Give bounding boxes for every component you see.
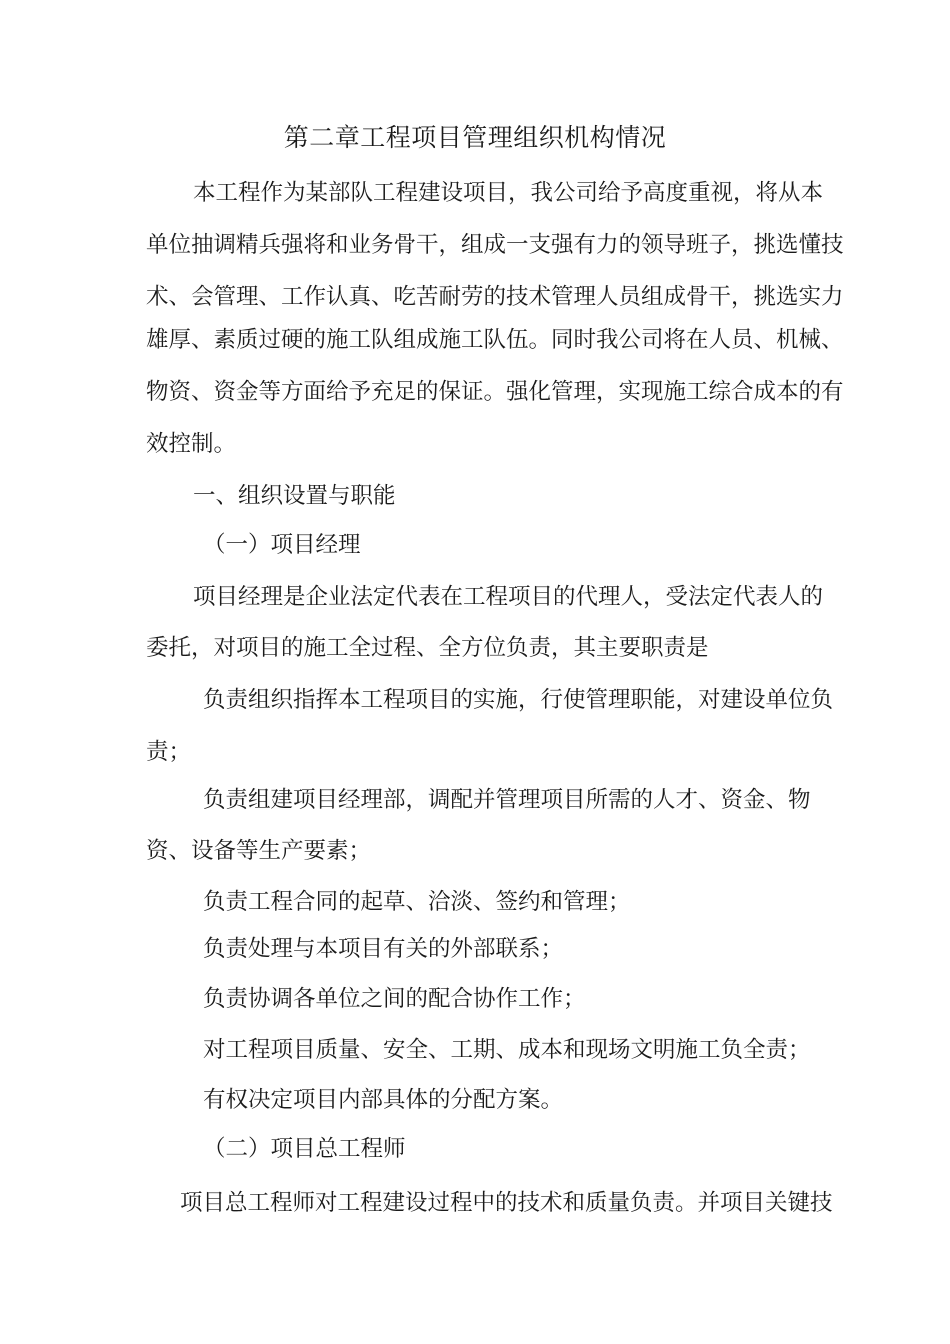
intro-line-4: 雄厚、素质过硬的施工队组成施工队伍。同时我公司将在人员、机械、 bbox=[146, 327, 844, 353]
intro-line-1: 本工程作为某部队工程建设项目，我公司给予高度重视，将从本 bbox=[193, 180, 824, 206]
intro-line-5: 物资、资金等方面给予充足的保证。强化管理，实现施工综合成本的有 bbox=[146, 379, 844, 405]
duty-line-5: 负责工程合同的起草、洽淡、签约和管理； bbox=[203, 889, 631, 915]
sub-1-heading: （一）项目经理 bbox=[203, 532, 361, 558]
page-title: 第二章工程项目管理组织机构情况 bbox=[283, 123, 667, 152]
sub-2-heading: （二）项目总工程师 bbox=[203, 1136, 406, 1162]
chief-engineer-line: 项目总工程师对工程建设过程中的技术和质量负责。并项目关键技 bbox=[180, 1190, 833, 1216]
manager-line-2: 委托，对项目的施工全过程、全方位负责，其主要职责是 bbox=[146, 635, 709, 661]
duty-line-9: 有权决定项目内部具体的分配方案。 bbox=[203, 1087, 564, 1113]
duty-line-7: 负责协调各单位之间的配合协作工作； bbox=[203, 986, 586, 1012]
manager-line-1: 项目经理是企业法定代表在工程项目的代理人，受法定代表人的 bbox=[193, 584, 824, 610]
duty-line-1: 负责组织指挥本工程项目的实施，行使管理职能，对建设单位负 bbox=[203, 687, 834, 713]
section-1-heading: 一、组织设置与职能 bbox=[193, 483, 396, 509]
duty-line-8: 对工程项目质量、安全、工期、成本和现场文明施工负全责； bbox=[203, 1037, 811, 1063]
duty-line-6: 负责处理与本项目有关的外部联系； bbox=[203, 936, 564, 962]
intro-line-2: 单位抽调精兵强将和业务骨干，组成一支强有力的领导班子，挑选懂技 bbox=[146, 232, 844, 258]
intro-line-6: 效控制。 bbox=[146, 431, 237, 457]
intro-line-3: 术、会管理、工作认真、吃苦耐劳的技术管理人员组成骨干，挑选实力 bbox=[146, 284, 844, 310]
duty-line-3: 负责组建项目经理部，调配并管理项目所需的人才、资金、物 bbox=[203, 787, 811, 813]
duty-line-2: 责； bbox=[146, 739, 192, 765]
duty-line-4: 资、设备等生产要素； bbox=[146, 838, 372, 864]
